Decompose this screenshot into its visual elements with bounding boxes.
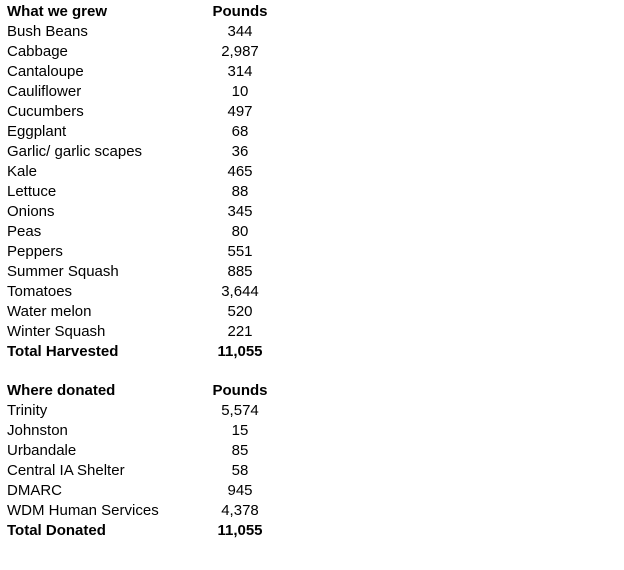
table-row — [7, 102, 307, 122]
crop-pounds: 345 — [227, 203, 253, 220]
recipient-pounds: 4,378 — [221, 502, 259, 519]
donated-header-value: Pounds — [212, 382, 268, 399]
grown-header-value: Pounds — [212, 3, 268, 20]
recipient-name: Johnston — [7, 422, 68, 439]
crop-pounds: 344 — [227, 23, 253, 40]
recipient-name: DMARC — [7, 482, 62, 499]
grown-header-row — [7, 2, 307, 22]
table-row — [7, 82, 307, 102]
recipient-name: Trinity — [7, 402, 48, 419]
crop-pounds: 520 — [227, 303, 253, 320]
crop-pounds: 2,987 — [221, 43, 259, 60]
table-row — [7, 302, 307, 322]
crop-pounds: 314 — [227, 63, 253, 80]
crop-name: Kale — [7, 163, 38, 180]
grown-total-row — [7, 342, 307, 362]
table-row — [7, 501, 307, 521]
crop-name: Peas — [7, 223, 42, 240]
table-row — [7, 202, 307, 222]
recipient-name: Urbandale — [7, 442, 77, 459]
grown-total-value: 11,055 — [217, 343, 263, 360]
table-row — [7, 22, 307, 42]
table-row — [7, 222, 307, 242]
crop-pounds: 497 — [227, 103, 253, 120]
recipient-pounds: 15 — [231, 422, 249, 439]
section-spacer — [7, 362, 307, 381]
table-row — [7, 122, 307, 142]
crop-name: Eggplant — [7, 123, 67, 140]
crop-pounds: 80 — [231, 223, 249, 240]
crop-name: Cauliflower — [7, 83, 82, 100]
crop-name: Garlic/ garlic scapes — [7, 143, 143, 160]
crop-name: Cucumbers — [7, 103, 84, 120]
donated-header-row — [7, 381, 307, 401]
crop-name: Cabbage — [7, 43, 68, 60]
crop-name: Onions — [7, 203, 55, 220]
table-row — [7, 421, 307, 441]
grown-total-label: Total Harvested — [7, 343, 119, 360]
crop-pounds: 221 — [227, 323, 253, 340]
donated-total-value: 11,055 — [217, 522, 263, 539]
crop-pounds: 88 — [231, 183, 249, 200]
table-row — [7, 162, 307, 182]
crop-name: Tomatoes — [7, 283, 73, 300]
table-row — [7, 282, 307, 302]
spreadsheet — [7, 2, 307, 541]
crop-name: Peppers — [7, 243, 63, 260]
table-row — [7, 182, 307, 202]
table-row — [7, 401, 307, 421]
crop-pounds: 465 — [227, 163, 253, 180]
crop-name: Winter Squash — [7, 323, 106, 340]
table-row — [7, 262, 307, 282]
donated-header-label: Where donated — [7, 382, 116, 399]
crop-pounds: 68 — [231, 123, 249, 140]
crop-name: Bush Beans — [7, 23, 88, 40]
crop-name: Summer Squash — [7, 263, 119, 280]
recipient-name: Central IA Shelter — [7, 462, 125, 479]
crop-pounds: 10 — [231, 83, 249, 100]
crop-pounds: 885 — [227, 263, 253, 280]
table-row — [7, 322, 307, 342]
donated-total-label: Total Donated — [7, 522, 106, 539]
crop-pounds: 551 — [227, 243, 253, 260]
grown-header-label: What we grew — [7, 3, 108, 20]
crop-pounds: 3,644 — [221, 283, 259, 300]
table-row — [7, 481, 307, 501]
donated-table — [7, 381, 307, 541]
crop-pounds: 36 — [231, 143, 249, 160]
table-row — [7, 461, 307, 481]
table-row — [7, 441, 307, 461]
table-row — [7, 42, 307, 62]
recipient-pounds: 945 — [227, 482, 253, 499]
recipient-pounds: 58 — [231, 462, 249, 479]
crop-name: Cantaloupe — [7, 63, 84, 80]
grown-table — [7, 2, 307, 362]
table-row — [7, 142, 307, 162]
crop-name: Water melon — [7, 303, 92, 320]
crop-name: Lettuce — [7, 183, 57, 200]
table-row — [7, 242, 307, 262]
recipient-pounds: 85 — [231, 442, 249, 459]
donated-total-row — [7, 521, 307, 541]
recipient-pounds: 5,574 — [221, 402, 259, 419]
recipient-name: WDM Human Services — [7, 502, 159, 519]
table-row — [7, 62, 307, 82]
